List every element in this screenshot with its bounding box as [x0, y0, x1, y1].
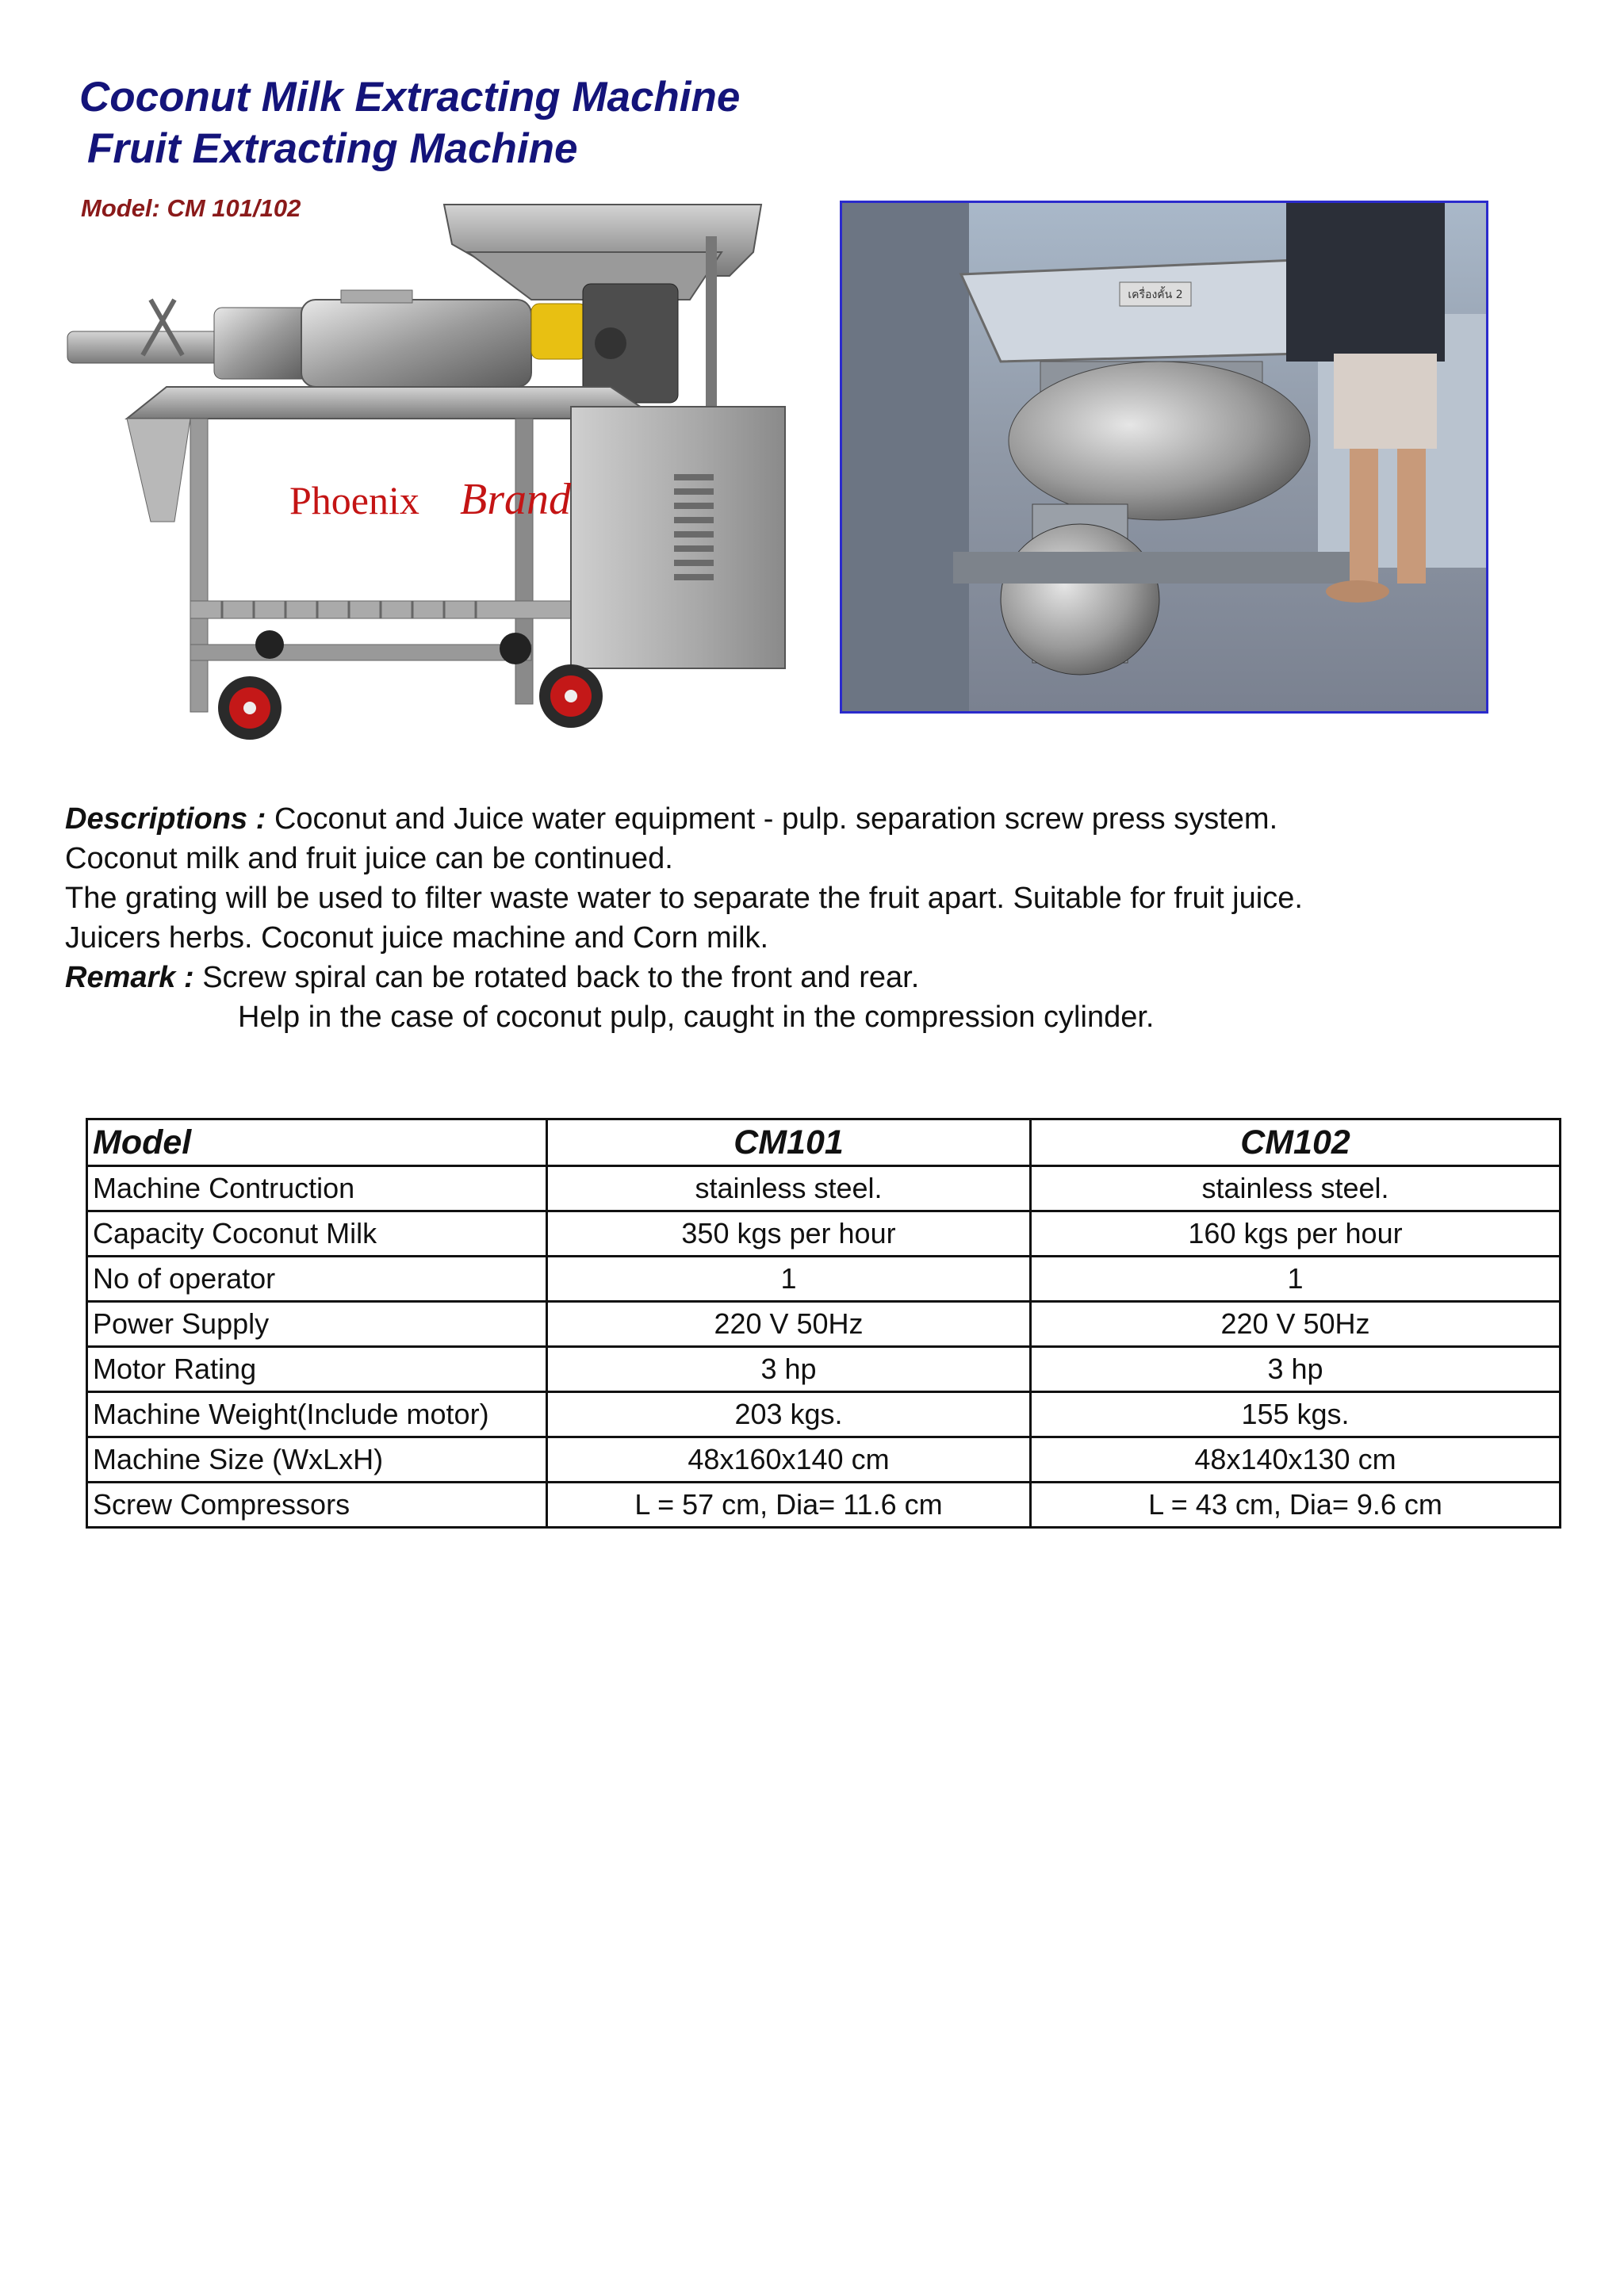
cell-cm101: 1: [547, 1257, 1031, 1302]
row-label: Machine Weight(Include motor): [87, 1392, 547, 1437]
cell-cm101: 220 V 50Hz: [547, 1302, 1031, 1347]
row-label: Machine Contruction: [87, 1166, 547, 1211]
cell-cm102: 160 kgs per hour: [1031, 1211, 1561, 1257]
table-row: [87, 1437, 1561, 1483]
table-row: [87, 1347, 1561, 1392]
row-label: Screw Compressors: [87, 1483, 547, 1528]
cell-cm102: 155 kgs.: [1031, 1392, 1561, 1437]
table-row: [87, 1302, 1561, 1347]
row-label: No of operator: [87, 1257, 547, 1302]
header-cm102: CM102: [1031, 1119, 1561, 1166]
header-model: Model: [87, 1119, 547, 1166]
cell-cm101: 203 kgs.: [547, 1392, 1031, 1437]
cell-cm101: 350 kgs per hour: [547, 1211, 1031, 1257]
machine-in-use-photo: [840, 201, 1488, 714]
description-line-3: The grating will be used to filter waste water to separate the fruit apart. Suitable for fruit juice.: [65, 882, 1303, 915]
table-row: [87, 1483, 1561, 1528]
row-label: Machine Size (WxLxH): [87, 1437, 547, 1483]
remark-text-1: Screw spiral can be rotated back to the front and rear.: [202, 961, 920, 994]
brand-label-brand: Brand: [460, 475, 571, 524]
row-label: Power Supply: [87, 1302, 547, 1347]
cell-cm102: 48x140x130 cm: [1031, 1437, 1561, 1483]
cell-cm101: 48x160x140 cm: [547, 1437, 1031, 1483]
table-row: [87, 1257, 1561, 1302]
remark-line-2: Help in the case of coconut pulp, caught in the compression cylinder.: [238, 1001, 1155, 1034]
row-label: Capacity Coconut Milk: [87, 1211, 547, 1257]
table-row: [87, 1392, 1561, 1437]
table-row: [87, 1166, 1561, 1211]
row-label: Motor Rating: [87, 1347, 547, 1392]
header-cm101: CM101: [547, 1119, 1031, 1166]
spec-table: [86, 1118, 1561, 1529]
table-header-row: [87, 1119, 1561, 1166]
cell-cm101: stainless steel.: [547, 1166, 1031, 1211]
cell-cm102: stainless steel.: [1031, 1166, 1561, 1211]
machine-plate-label: เครื่องคั้น 2: [1128, 289, 1183, 301]
cell-cm102: 220 V 50Hz: [1031, 1302, 1561, 1347]
description-line-1: [65, 802, 1277, 836]
description-label: Descriptions :: [65, 802, 266, 836]
title-line-1: Coconut Milk Extracting Machine: [79, 74, 741, 121]
table-row: [87, 1211, 1561, 1257]
cell-cm102: 1: [1031, 1257, 1561, 1302]
title-line-2: Fruit Extracting Machine: [87, 125, 578, 172]
model-label: Model: CM 101/102: [81, 194, 301, 222]
remark-label: Remark :: [65, 961, 194, 994]
brand-label-phoenix: Phoenix: [289, 478, 419, 522]
cell-cm102: 3 hp: [1031, 1347, 1561, 1392]
cell-cm102: L = 43 cm, Dia= 9.6 cm: [1031, 1483, 1561, 1528]
machine-photo: [56, 189, 801, 760]
cell-cm101: L = 57 cm, Dia= 11.6 cm: [547, 1483, 1031, 1528]
description-line-2: Coconut milk and fruit juice can be continued.: [65, 842, 673, 875]
description-line-4: Juicers herbs. Coconut juice machine and Corn milk.: [65, 921, 769, 955]
remark-line-1: [65, 961, 919, 995]
cell-cm101: 3 hp: [547, 1347, 1031, 1392]
description-text-1: Coconut and Juice water equipment - pulp. separation screw press system.: [274, 802, 1278, 836]
